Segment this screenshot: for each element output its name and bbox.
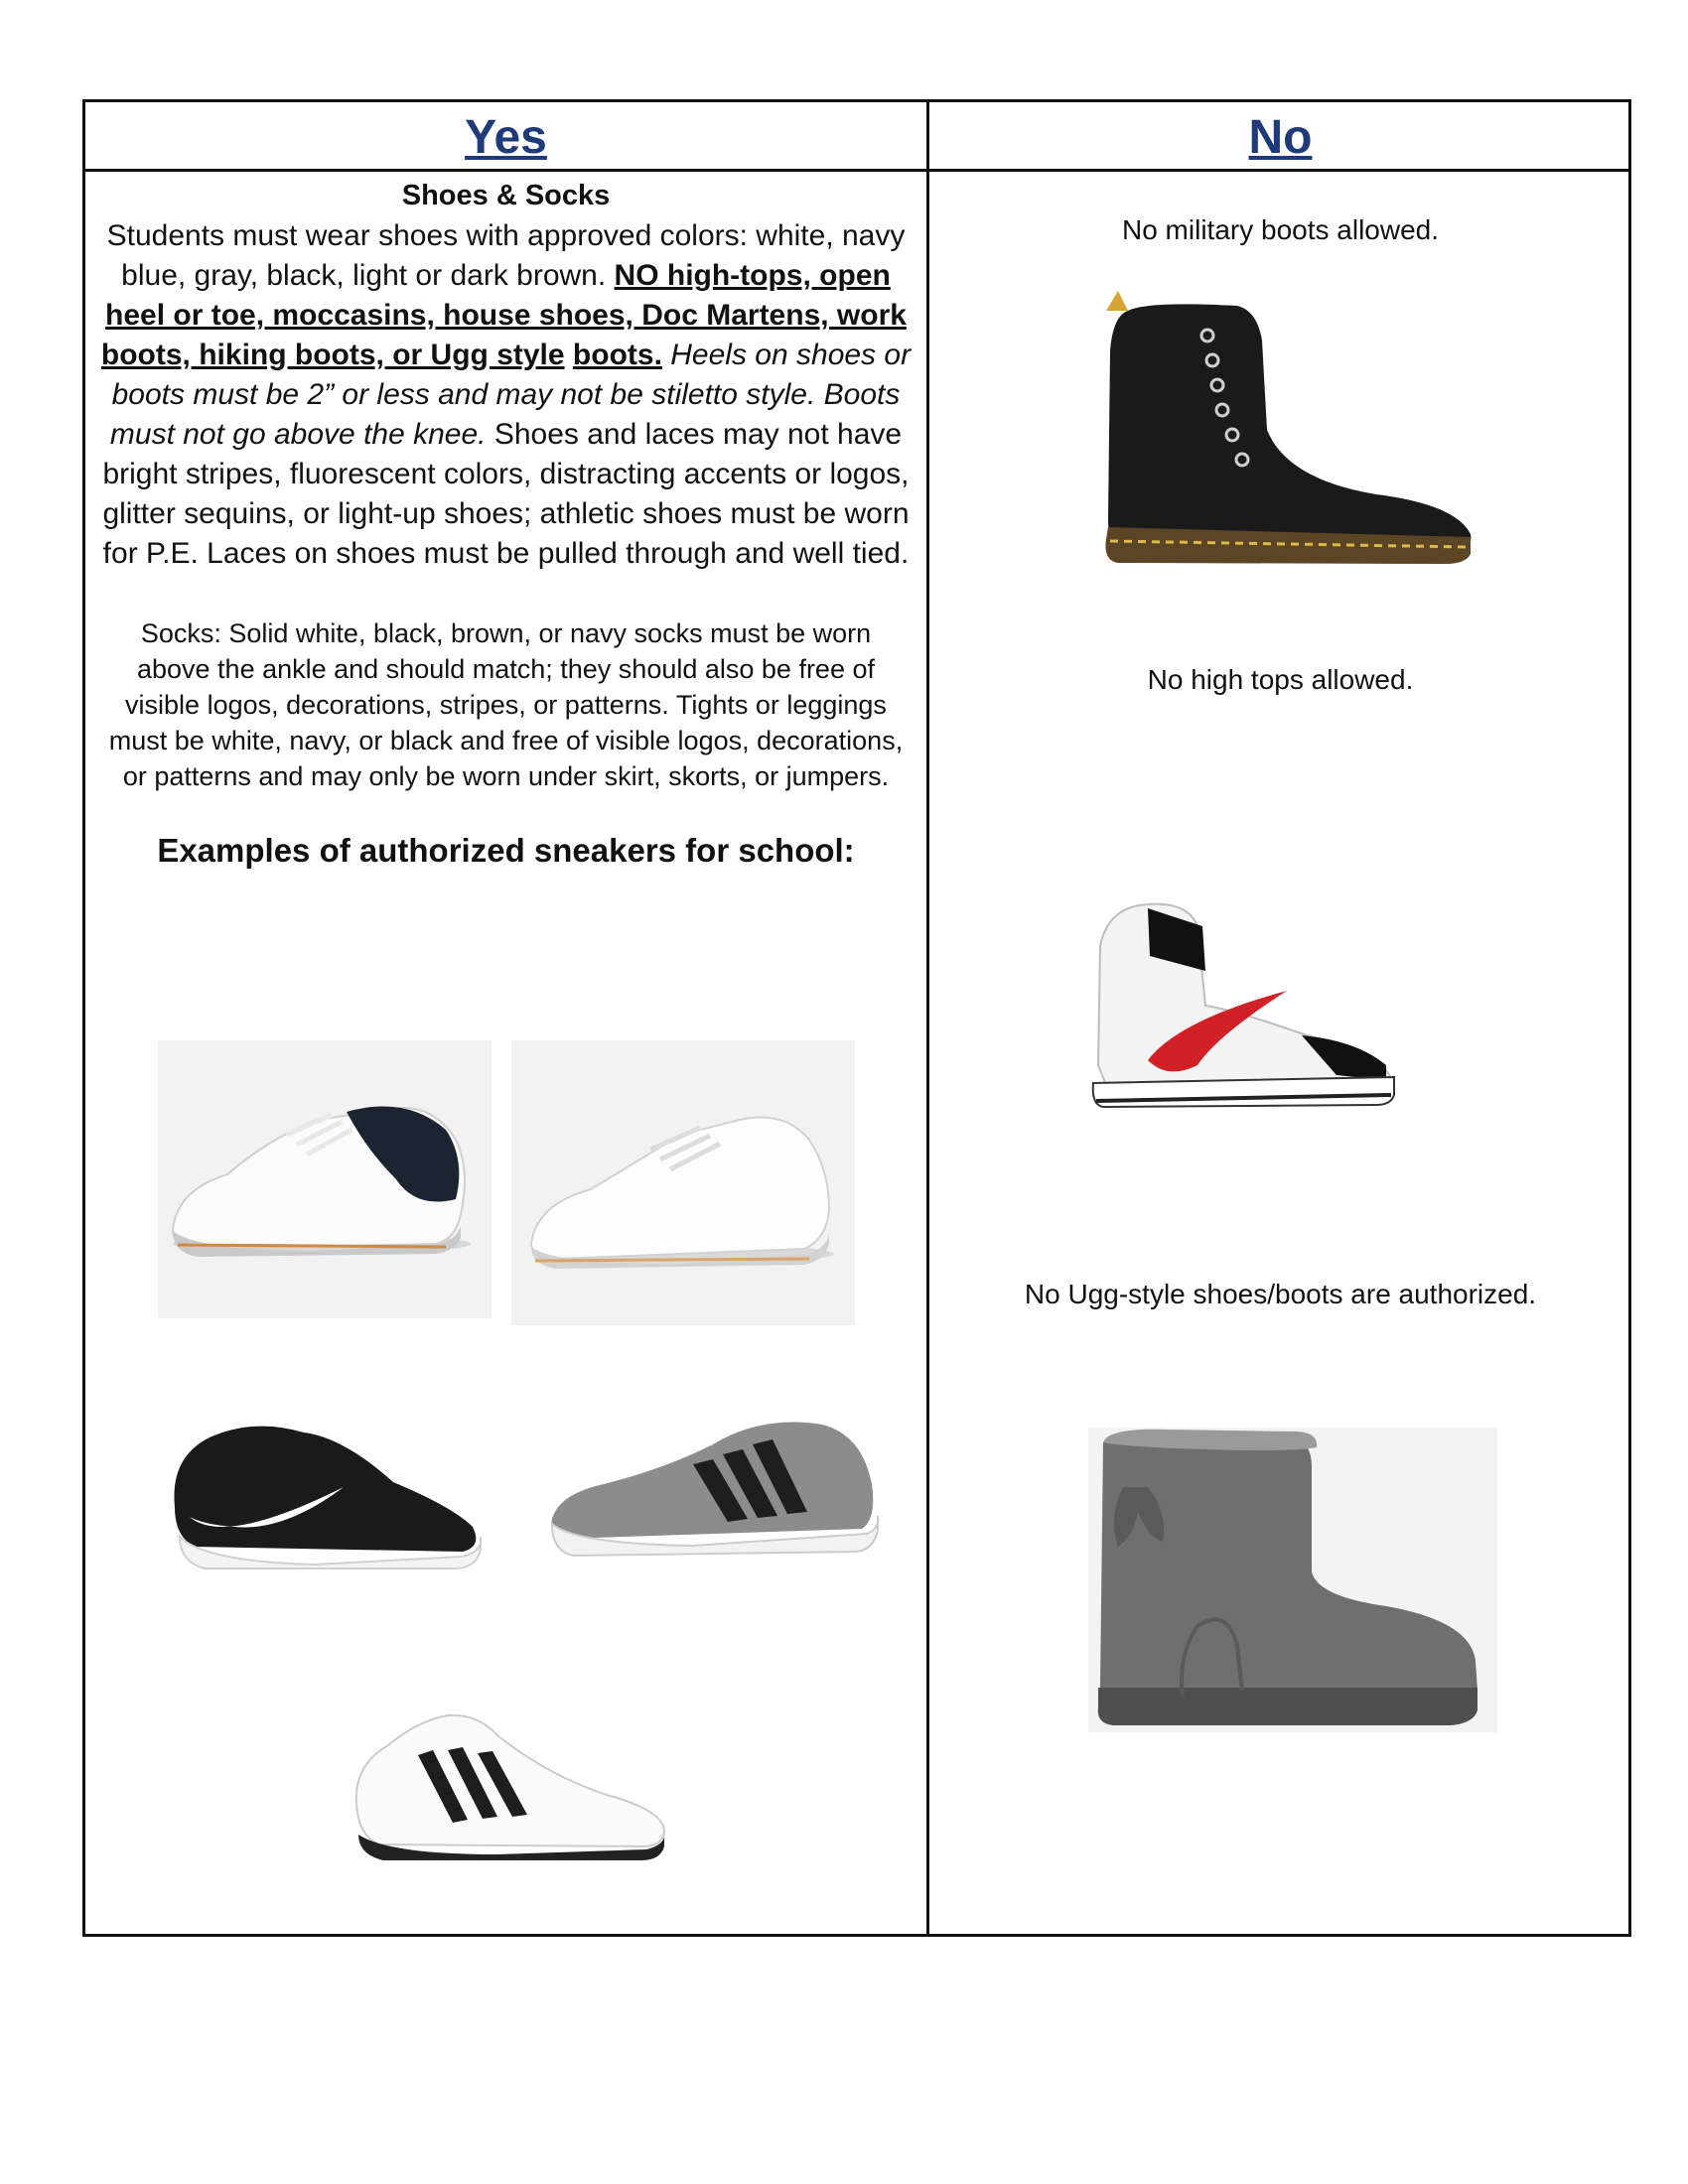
military-boots-text: No military boots allowed. <box>1121 214 1440 245</box>
high-top-sneaker-image <box>1088 896 1416 1110</box>
black-nike-sneaker-image <box>165 1398 492 1581</box>
dress-code-table <box>82 99 1631 1937</box>
gray-adidas-sneaker-image <box>544 1405 882 1569</box>
no-header: No <box>1248 111 1313 164</box>
shoes-text-2: Shoes and laces may not have bright stripes, fluorescent colors, distracting accents or logos, glitter sequins, or light-up shoes; athletic shoes must be worn for P.E. Laces on shoes must be pulled through and well tied. <box>102 418 910 570</box>
ugg-text: No Ugg-style shoes/boots are authorized. <box>1024 1279 1537 1309</box>
shoes-policy-text <box>97 216 914 574</box>
shoes-prohibited-boots: boots. <box>572 339 662 371</box>
yes-header: Yes <box>465 111 547 164</box>
ugg-boot-image <box>1088 1428 1497 1732</box>
saddle-shoe-image <box>158 1040 492 1318</box>
heels-rule: Heels on shoes or boots must be 2” or less and may not be stiletto style. Boots must not go above the knee. <box>109 339 912 451</box>
military-boot-image <box>1088 281 1485 564</box>
examples-heading: Examples of authorized sneakers for school: <box>157 832 855 869</box>
high-tops-text: No high tops allowed. <box>1147 664 1414 695</box>
shoes-prohibited-list: NO high-tops, open heel or toe, moccasins, house shoes, Doc Martens, work boots, hiking boots, or Ugg style <box>100 259 907 371</box>
shoes-text-1: Students must wear shoes with approved colors: white, navy blue, gray, black, light or dark brown. <box>106 219 906 292</box>
section-title: Shoes & Socks <box>401 180 611 211</box>
column-divider <box>926 102 929 1934</box>
white-canvas-shoe-image <box>511 1040 855 1325</box>
socks-policy-text: Socks: Solid white, black, brown, or navy socks must be worn above the ankle and should match; they should also be free of visible logos, decorations, stripes, or patterns. Tights or leggings must be white, navy, or black and free of visible logos, decorations, or patterns and may only be worn under skirt, skorts, or jumpers. <box>108 618 904 791</box>
yes-column <box>85 172 926 870</box>
white-adidas-sneaker-image <box>349 1696 676 1864</box>
